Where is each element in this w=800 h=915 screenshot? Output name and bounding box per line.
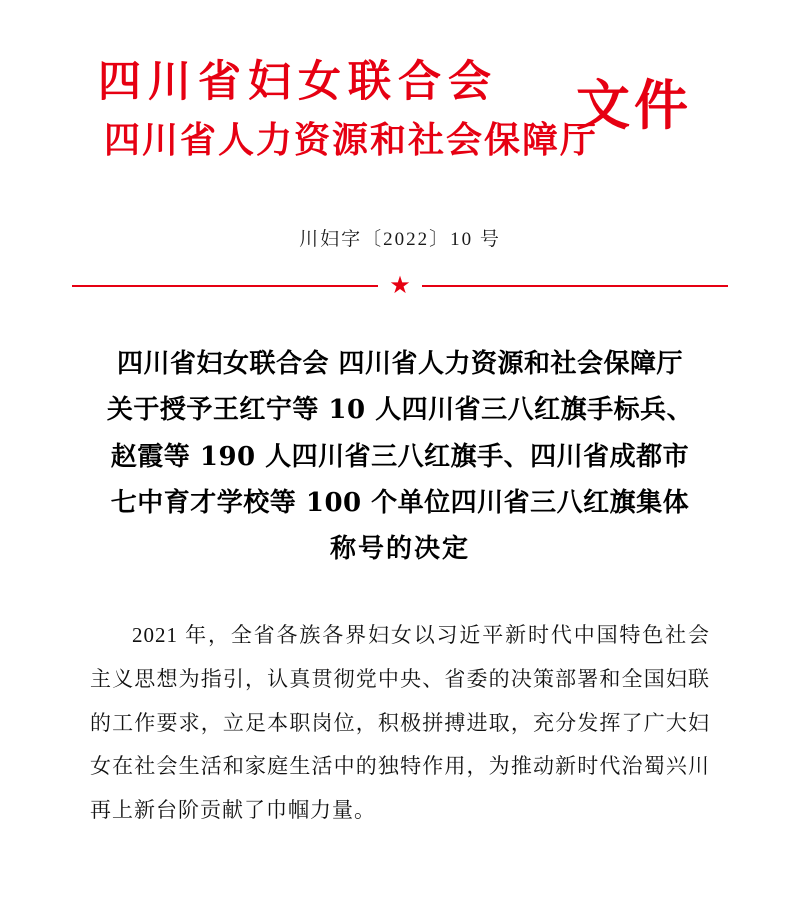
title-line: 四川省妇女联合会 四川省人力资源和社会保障厅: [116, 349, 684, 379]
document-type-label: 文件: [576, 73, 692, 137]
body-paragraph: 2021 年，全省各族各界妇女以习近平新时代中国特色社会主义思想为指引，认真贯彻党中央、省委的决策部署和全国妇联的工作要求，立足本职岗位，积极拼搏进取，充分发挥了广大妇女在社会生活和家庭生活中的独特作用，为推动新时代治蜀兴川再上新台阶贡献了巾帼力量。: [90, 623, 710, 823]
issuing-organization-secondary: 四川省人力资源和社会保障厅: [104, 119, 599, 162]
title-line: 七中育才学校等 100 个单位四川省三八红旗集体: [110, 487, 690, 518]
issuing-organization-primary: 四川省妇女联合会: [98, 57, 498, 107]
document-body: [60, 614, 740, 832]
document-serial-number: 川妇字〔2022〕10 号: [299, 229, 501, 250]
title-line: 称号的决定: [329, 534, 470, 565]
red-separator-rule: [72, 273, 728, 299]
title-line: 赵霞等 190 人四川省三八红旗手、四川省成都市: [110, 441, 690, 472]
star-icon: ★: [378, 271, 422, 301]
document-masthead: [60, 0, 740, 170]
document-title: [60, 341, 740, 572]
title-line: 关于授予王红宁等 10 人四川省三八红旗手标兵、: [106, 395, 694, 426]
